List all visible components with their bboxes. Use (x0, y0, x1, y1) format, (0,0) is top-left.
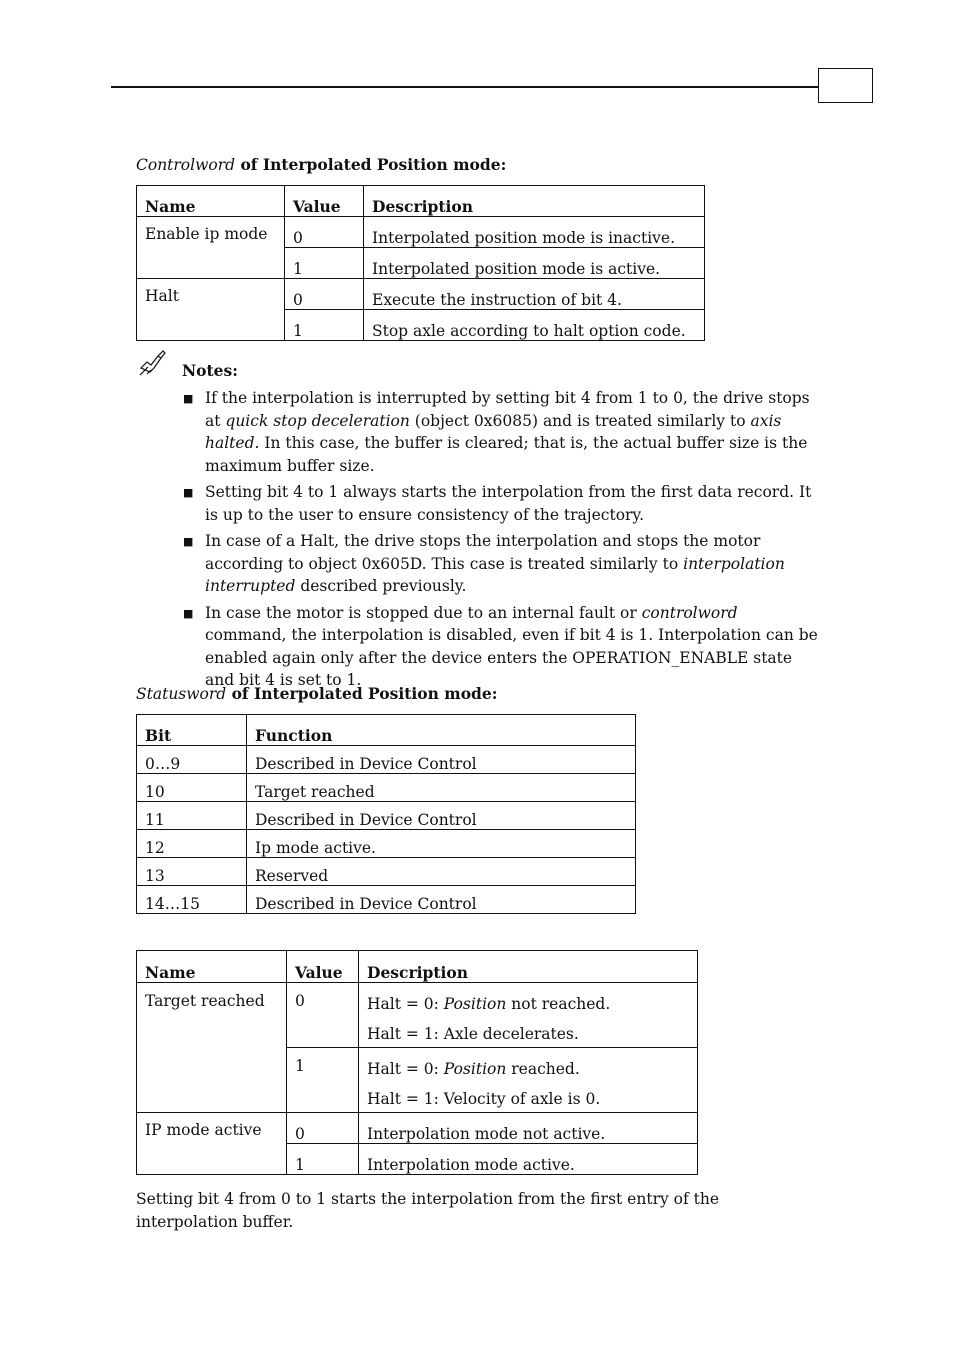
note-text: If the interpolation is interrupted by setting bit 4 from 1 to 0, the drive stops at quick stop deceleration (object 0x6085) and is treated similarly to axis halted. In this case, the buffer is cleared; that is, the actual buffer size is the maximum buffer size. (205, 389, 810, 475)
row-description: Halt = 0: Position not reached. Halt = 1: Axle decelerates. (359, 983, 698, 1048)
row-name: IP mode active (137, 1113, 287, 1175)
row-name: Halt (137, 279, 285, 341)
page-number-box (818, 68, 873, 103)
row-description: Stop axle according to halt option code. (364, 310, 705, 341)
row-value: 1 (287, 1048, 359, 1113)
row-function: Target reached (247, 774, 636, 802)
row-value: 1 (285, 248, 364, 279)
header-rule (111, 86, 819, 88)
row-bit: 11 (137, 802, 247, 830)
statusword-table (136, 714, 636, 914)
table-row (137, 746, 636, 774)
row-value: 0 (287, 1113, 359, 1144)
row-function: Described in Device Control (247, 802, 636, 830)
row-description: Interpolation mode active. (359, 1144, 698, 1175)
table-row (137, 802, 636, 830)
col-header-bit: Bit (137, 715, 247, 746)
notes-label: Notes: (182, 361, 238, 380)
list-item (183, 602, 823, 692)
row-function: Reserved (247, 858, 636, 886)
table-row (137, 983, 698, 1048)
table-row (137, 1113, 698, 1144)
note-text: In case of a Halt, the drive stops the interpolation and stops the motor according to object 0x605D. This case is treated similarly to interpolation interrupted described previously. (205, 532, 785, 595)
row-description: Interpolation mode not active. (359, 1113, 698, 1144)
row-function: Described in Device Control (247, 746, 636, 774)
bullet-icon: ■ (183, 486, 194, 499)
col-header-description: Description (359, 951, 698, 983)
table-row (137, 279, 705, 310)
col-header-name: Name (137, 186, 285, 217)
row-description: Halt = 0: Position reached. Halt = 1: Velocity of axle is 0. (359, 1048, 698, 1113)
table-row (137, 886, 636, 914)
row-description: Execute the instruction of bit 4. (364, 279, 705, 310)
controlword-table (136, 185, 705, 341)
note-text: Setting bit 4 to 1 always starts the interpolation from the first data record. It is up to the user to ensure consistency of the trajectory. (205, 483, 812, 524)
row-bit: 0…9 (137, 746, 247, 774)
col-header-function: Function (247, 715, 636, 746)
row-value: 1 (287, 1144, 359, 1175)
row-value: 0 (285, 279, 364, 310)
row-bit: 10 (137, 774, 247, 802)
bullet-icon: ■ (183, 392, 194, 405)
row-value: 0 (287, 983, 359, 1048)
note-text: In case the motor is stopped due to an internal fault or controlword command, the interpolation is disabled, even if bit 4 is 1. Interpolation can be enabled again only after the device enters the OPERATION_ENABLE state and bit 4 is set to 1. (205, 603, 818, 689)
col-header-description: Description (364, 186, 705, 217)
row-bit: 13 (137, 858, 247, 886)
final-paragraph: Setting bit 4 from 0 to 1 starts the interpolation from the first entry of the interpolation buffer. (136, 1190, 720, 1231)
bullet-icon: ■ (183, 606, 194, 620)
row-description: Interpolated position mode is active. (364, 248, 705, 279)
list-item (183, 387, 823, 477)
row-function: Ip mode active. (247, 830, 636, 858)
table-row (137, 830, 636, 858)
table-row (137, 217, 705, 248)
status-detail-table (136, 950, 698, 1175)
notes-hand-icon (138, 348, 168, 378)
table-row (137, 774, 636, 802)
col-header-name: Name (137, 951, 287, 983)
row-function: Described in Device Control (247, 886, 636, 914)
row-description: Interpolated position mode is inactive. (364, 217, 705, 248)
notes-list (183, 387, 823, 696)
row-name: Enable ip mode (137, 217, 285, 279)
col-header-value: Value (285, 186, 364, 217)
list-item (183, 530, 823, 598)
row-value: 0 (285, 217, 364, 248)
row-bit: 12 (137, 830, 247, 858)
row-name: Target reached (137, 983, 287, 1113)
controlword-heading: Controlword of Interpolated Position mode: (136, 155, 507, 174)
list-item (183, 481, 823, 526)
col-header-value: Value (287, 951, 359, 983)
row-value: 1 (285, 310, 364, 341)
bullet-icon: ■ (183, 535, 194, 548)
statusword-heading: Statusword of Interpolated Position mode: (136, 684, 498, 703)
table-row (137, 858, 636, 886)
row-bit: 14…15 (137, 886, 247, 914)
